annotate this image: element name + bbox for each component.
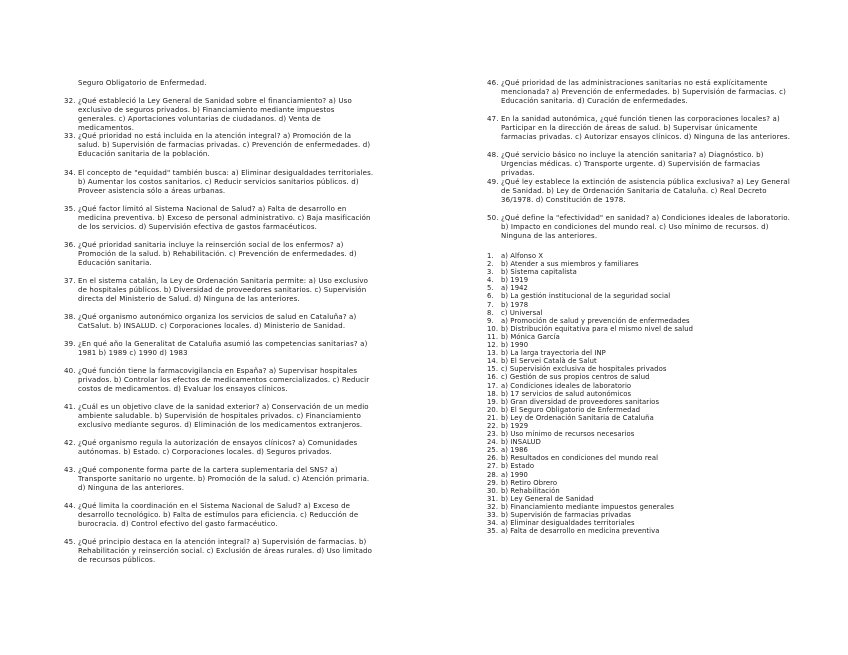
answer-text: b) Gran diversidad de proveedores sanitarios xyxy=(501,397,660,406)
answer-text: b) La larga trayectoria del INP xyxy=(501,349,606,358)
answer-text: b) INSALUD xyxy=(501,438,541,447)
answer-number: 18. xyxy=(487,389,499,398)
question-number: 50. xyxy=(487,214,499,222)
answer-item xyxy=(487,454,792,462)
answer-item xyxy=(487,309,792,317)
answer-number: 6. xyxy=(487,292,494,301)
answer-text: b) Mónica García xyxy=(501,332,560,341)
question-32 xyxy=(64,97,374,133)
answer-text: a) Alfonso X xyxy=(501,252,544,260)
answer-item xyxy=(487,527,792,535)
answer-text: b) El Servei Català de Salut xyxy=(501,357,597,366)
question-text: ¿Qué componente forma parte de la cartera suplementaria del SNS? a) Transporte sanitario no urgente. b) Promoción de la salud. c) Atención primaria. d) Ninguna de las anteriores. xyxy=(78,466,370,493)
answer-item xyxy=(487,365,792,373)
answer-item xyxy=(487,398,792,406)
answer-text: b) Financiamiento mediante impuestos generales xyxy=(501,502,675,511)
answer-number: 1. xyxy=(487,252,494,260)
question-48 xyxy=(487,151,792,178)
answer-item xyxy=(487,260,792,268)
question-number: 40. xyxy=(64,367,76,375)
question-number: 36. xyxy=(64,241,76,249)
answer-item xyxy=(487,252,792,260)
answer-text: a) 1986 xyxy=(501,446,528,455)
question-text: ¿Cuál es un objetivo clave de la sanidad exterior? a) Conservación de un medio ambiente saludable. b) Supervisión de hospitales privados. c) Financiamiento exclusivo mediante seguros. d) Eliminación de los medicamentos extranjeros. xyxy=(78,403,369,430)
question-46 xyxy=(487,79,792,106)
question-number: 32. xyxy=(64,97,76,105)
answer-item xyxy=(487,495,792,503)
question-38 xyxy=(64,313,374,331)
answer-number: 27. xyxy=(487,462,499,471)
answer-number: 23. xyxy=(487,430,499,439)
answer-number: 10. xyxy=(487,324,499,333)
answer-text: b) Retiro Obrero xyxy=(501,478,558,487)
answer-item xyxy=(487,414,792,422)
answer-text: b) 1978 xyxy=(501,300,529,309)
answer-number: 15. xyxy=(487,365,499,374)
question-number: 46. xyxy=(487,79,499,87)
question-text: ¿Qué define la "efectividad" en sanidad? a) Condiciones ideales de laboratorio. b) Impacto en condiciones del mundo real. c) Uso mínimo de recursos. d) Ninguna de las anteriores. xyxy=(501,214,790,241)
answer-number: 22. xyxy=(487,421,499,430)
answer-text: a) Condiciones ideales de laboratorio xyxy=(501,381,632,390)
answer-item xyxy=(487,503,792,511)
question-number: 42. xyxy=(64,439,76,447)
question-text: ¿En qué año la Generalitat de Cataluña asumió las competencias sanitarias? a) 1981 b) 1989 c) 1990 d) 1983 xyxy=(78,340,368,358)
question-36 xyxy=(64,241,374,268)
question-text: El concepto de "equidad" también busca: a) Eliminar desigualdades territoriales. b) Aumentar los costos sanitarios. c) Reducir servicios sanitarios públicos. d) Proveer asistencia sólo a áreas urbanas. xyxy=(78,169,374,196)
question-number: 43. xyxy=(64,466,76,474)
question-43 xyxy=(64,466,374,493)
answer-number: 4. xyxy=(487,276,494,285)
answer-number: 7. xyxy=(487,300,494,309)
answer-item xyxy=(487,519,792,527)
question-number: 48. xyxy=(487,151,499,159)
answer-item xyxy=(487,390,792,398)
answer-text: b) Distribución equitativa para el mismo nivel de salud xyxy=(501,324,694,333)
answer-text: b) Supervisión de farmacias privadas xyxy=(501,511,631,519)
question-44 xyxy=(64,502,374,529)
answer-number: 20. xyxy=(487,405,499,414)
question-text: ¿Qué limita la coordinación en el Sistema Nacional de Salud? a) Exceso de desarrollo tecnológico. b) Falta de estímulos para eficiencia. c) Reducción de burocracia. d) Control efectivo del gasto farmacéutico. xyxy=(78,502,359,529)
answer-number: 34. xyxy=(487,519,499,528)
answer-item xyxy=(487,301,792,309)
question-text: ¿Qué principio destaca en la atención integral? a) Supervisión de farmacias. b) Rehabilitación y reinserción social. c) Exclusión de áreas rurales. d) Uso limitado de recursos públicos. xyxy=(78,538,373,565)
question-number: 35. xyxy=(64,205,76,213)
answer-text: b) 1919 xyxy=(501,276,529,285)
answer-text: b) 1990 xyxy=(501,341,529,350)
question-text: ¿Qué función tiene la farmacovigilancia en España? a) Supervisar hospitales privados. b) Controlar los efectos de medicamentos comercializados. c) Reducir costos de medicamentos. d) Evaluar los ensayos clínicos. xyxy=(78,367,370,394)
question-50 xyxy=(487,214,792,241)
question-35 xyxy=(64,205,374,232)
answer-item xyxy=(487,430,792,438)
answer-item xyxy=(487,341,792,349)
answer-number: 28. xyxy=(487,470,499,479)
answer-item xyxy=(487,284,792,292)
question-40 xyxy=(64,367,374,394)
answer-item xyxy=(487,325,792,333)
answer-number: 3. xyxy=(487,268,494,277)
question-text: ¿Qué prioridad de las administraciones sanitarias no está explícitamente mencionada? a) Prevención de enfermedades. b) Supervisión de farmacias. c) Educación sanitaria. d) Curación de enfermedades. xyxy=(501,79,786,106)
question-text: ¿Qué prioridad sanitaria incluye la reinserción social de los enfermos? a) Promoción de la salud. b) Rehabilitación. c) Prevención de enfermedades. d) Educación sanitaria. xyxy=(78,241,357,268)
answer-text: a) 1942 xyxy=(501,284,528,293)
answer-number: 30. xyxy=(487,486,499,495)
question-number: 41. xyxy=(64,403,76,411)
answer-text: b) Uso mínimo de recursos necesarios xyxy=(501,430,635,439)
question-39 xyxy=(64,340,374,358)
answer-item xyxy=(487,357,792,365)
question-34 xyxy=(64,169,374,196)
answer-item xyxy=(487,349,792,357)
answer-key xyxy=(487,252,792,535)
answer-text: b) Ley General de Sanidad xyxy=(501,494,594,503)
question-text: ¿Qué prioridad no está incluida en la atención integral? a) Promoción de la salud. b) Supervisión de farmacias privadas. c) Prevención de enfermedades. d) Educación sanitaria de la población. xyxy=(78,132,371,159)
answer-item xyxy=(487,382,792,390)
answer-text: a) 1990 xyxy=(501,470,528,479)
answer-item xyxy=(487,446,792,454)
answer-item xyxy=(487,276,792,284)
question-number: 34. xyxy=(64,169,76,177)
answer-item xyxy=(487,479,792,487)
answer-text: b) Ley de Ordenación Sanitaria de Cataluña xyxy=(501,413,654,422)
question-37 xyxy=(64,277,374,304)
answer-item xyxy=(487,438,792,446)
question-number: 39. xyxy=(64,340,76,348)
question-number: 45. xyxy=(64,538,76,546)
answer-number: 14. xyxy=(487,357,499,366)
answer-text: b) El Seguro Obligatorio de Enfermedad xyxy=(501,405,641,414)
answer-number: 19. xyxy=(487,397,499,406)
answer-item xyxy=(487,268,792,276)
answer-number: 25. xyxy=(487,446,499,455)
answer-item xyxy=(487,406,792,414)
answer-text: b) 1929 xyxy=(501,421,529,430)
answer-item xyxy=(487,422,792,430)
answer-text: b) 17 servicios de salud autonómicos xyxy=(501,389,632,398)
answer-number: 24. xyxy=(487,438,499,447)
answer-text: b) Atender a sus miembros y familiares xyxy=(501,260,639,269)
question-number: 37. xyxy=(64,277,76,285)
question-number: 33. xyxy=(64,132,76,140)
question-text: En el sistema catalán, la Ley de Ordenación Sanitaria permite: a) Uso exclusivo de hospitales públicos. b) Diversidad de proveedores sanitarios. c) Supervisión directa del Ministerio de Salud. d) Ninguna de las anteriores. xyxy=(78,277,369,304)
answer-text: a) Falta de desarrollo en medicina preventiva xyxy=(501,527,660,536)
question-number: 49. xyxy=(487,178,499,186)
answer-text: c) Gestión de sus propios centros de salud xyxy=(501,373,650,382)
answer-number: 21. xyxy=(487,413,499,422)
answer-text: b) Rehabilitación xyxy=(501,486,560,495)
question-31-continuation: Seguro Obligatorio de Enfermedad. xyxy=(78,79,207,87)
answer-number: 13. xyxy=(487,349,499,358)
question-number: 44. xyxy=(64,502,76,510)
answer-item xyxy=(487,511,792,519)
question-42 xyxy=(64,439,374,457)
answer-item xyxy=(487,487,792,495)
answer-item xyxy=(487,317,792,325)
answer-text: a) Eliminar desigualdades territoriales xyxy=(501,519,635,528)
answer-number: 33. xyxy=(487,511,499,519)
question-49 xyxy=(487,178,792,205)
answer-text: c) Universal xyxy=(501,308,543,317)
question-text: ¿Qué organismo autonómico organiza los servicios de salud en Cataluña? a) CatSalut. b) INSALUD. c) Corporaciones locales. d) Ministerio de Sanidad. xyxy=(78,313,357,331)
answer-item xyxy=(487,373,792,381)
question-text: ¿Qué factor limitó al Sistema Nacional de Salud? a) Falta de desarrollo en medicina preventiva. b) Exceso de personal administrativo. c) Baja masificación de los servicios. d) Supervisión efectiva de gastos farmacéuticos. xyxy=(78,205,371,232)
question-text: ¿Qué ley establece la extinción de asistencia pública exclusiva? a) Ley General de Sanidad. b) Ley de Ordenación Sanitaria de Cataluña. c) Real Decreto 36/1978. d) Constitución de 1978. xyxy=(501,178,790,205)
question-33 xyxy=(64,132,374,159)
answer-item xyxy=(487,333,792,341)
question-text: ¿Qué servicio básico no incluye la atención sanitaria? a) Diagnóstico. b) Urgencias médicas. c) Transporte urgente. d) Supervisión de farmacias privadas. xyxy=(501,151,764,178)
answer-text: b) Resultados en condiciones del mundo real xyxy=(501,454,659,463)
answer-text: c) Supervisión exclusiva de hospitales privados xyxy=(501,365,667,374)
question-text: ¿Qué estableció la Ley General de Sanidad sobre el financiamiento? a) Uso exclusivo de seguros privados. b) Financiamiento mediante impuestos generales. c) Aportaciones voluntarias de ciudadanos. d) Venta de medicamentos. xyxy=(78,97,352,133)
answer-number: 32. xyxy=(487,502,499,511)
answer-number: 9. xyxy=(487,316,494,325)
answer-number: 11. xyxy=(487,332,499,341)
answer-number: 26. xyxy=(487,454,499,463)
answer-number: 29. xyxy=(487,478,499,487)
answer-item xyxy=(487,292,792,300)
answer-number: 35. xyxy=(487,527,499,536)
answer-number: 8. xyxy=(487,308,494,317)
question-47 xyxy=(487,115,792,142)
answer-text: b) Estado xyxy=(501,462,535,471)
answer-item xyxy=(487,462,792,470)
answer-item xyxy=(487,471,792,479)
answer-number: 2. xyxy=(487,260,494,269)
answer-text: b) Sistema capitalista xyxy=(501,268,577,277)
answer-text: b) La gestión institucional de la seguridad social xyxy=(501,292,671,301)
answer-number: 16. xyxy=(487,373,499,382)
question-text: ¿Qué organismo regula la autorización de ensayos clínicos? a) Comunidades autónomas. b) Estado. c) Corporaciones locales. d) Seguros privados. xyxy=(78,439,358,457)
answer-number: 12. xyxy=(487,341,499,350)
answer-text: a) Promoción de salud y prevención de enfermedades xyxy=(501,316,690,325)
answer-number: 31. xyxy=(487,494,499,503)
question-45 xyxy=(64,538,374,565)
answer-number: 5. xyxy=(487,284,494,293)
question-41 xyxy=(64,403,374,430)
question-number: 38. xyxy=(64,313,76,321)
answer-number: 17. xyxy=(487,381,499,390)
question-text: En la sanidad autonómica, ¿qué función tienen las corporaciones locales? a) Participar en la dirección de áreas de salud. b) Supervisar únicamente farmacias privadas. c) Autorizar ensayos clínicos. d) Ninguna de las anteriores. xyxy=(501,115,791,142)
question-number: 47. xyxy=(487,115,499,123)
